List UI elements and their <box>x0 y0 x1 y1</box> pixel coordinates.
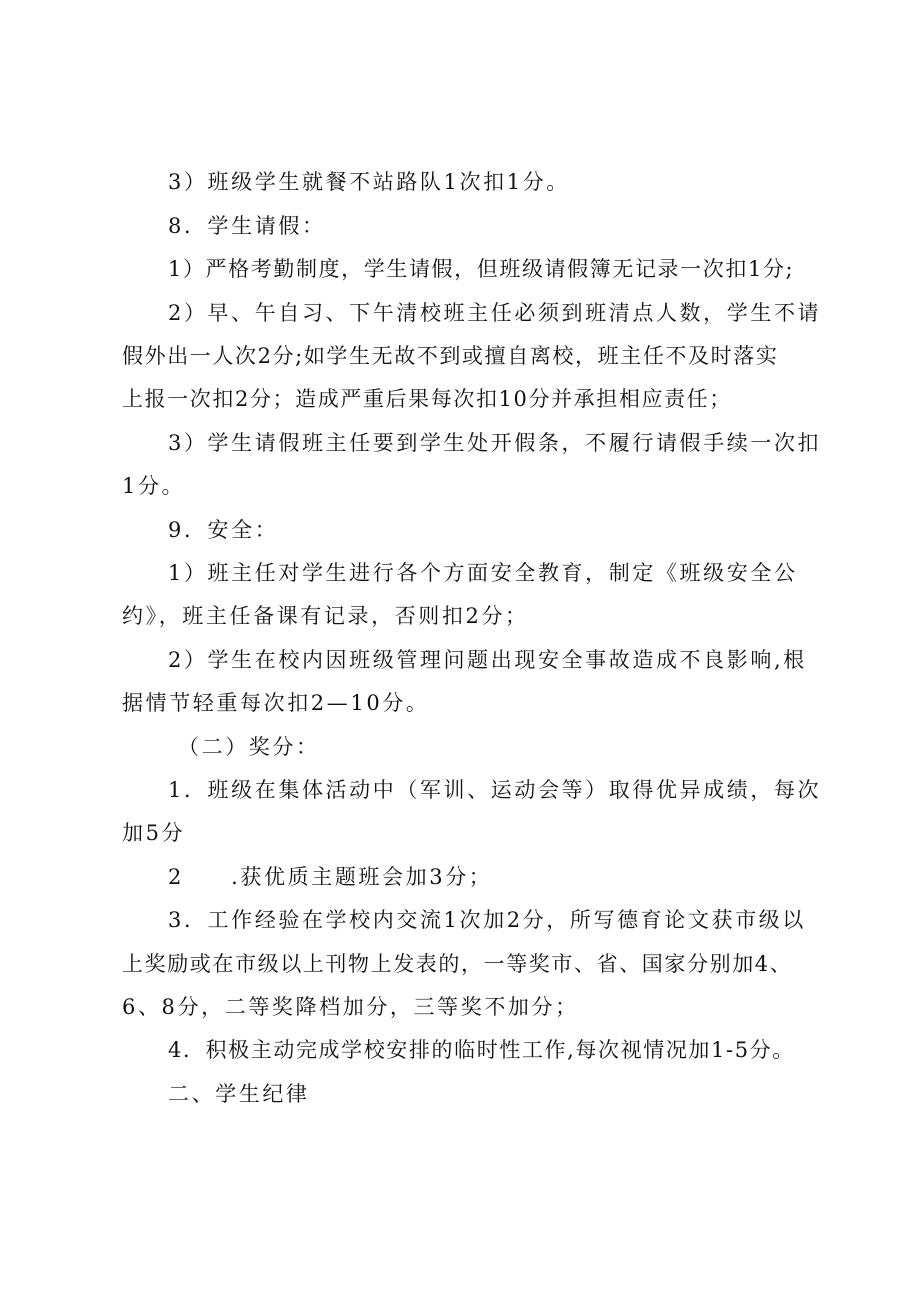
text-line: 假外出一人次2分;如学生无故不到或擅自离校，班主任不及时落实 <box>122 344 779 368</box>
text-line: 约》，班主任备课有记录，否则扣2分； <box>122 604 529 628</box>
text-line: 加5分 <box>122 821 186 845</box>
text-line: 1分。 <box>122 474 186 498</box>
text-line: 6、8分，二等奖降档加分，三等奖不加分； <box>122 995 579 1019</box>
text-line: 2）早、午自习、下午清校班主任必须到班清点人数，学生不请 <box>168 301 822 325</box>
text-line: 上奖励或在市级以上刊物上发表的，一等奖市、省、国家分别加4、 <box>122 952 793 976</box>
text-line: 2）学生在校内因班级管理问题出现安全事故造成不良影响,根 <box>168 648 807 672</box>
text-line: 1．班级在集体活动中（军训、运动会等）取得优异成绩，每次 <box>168 778 822 802</box>
text-line: 3）班级学生就餐不站路队1次扣1分。 <box>168 170 570 194</box>
text-line: 4．积极主动完成学校安排的临时性工作,每次视情况加1-5分。 <box>168 1038 795 1062</box>
text-line: 上报一次扣2分；造成严重后果每次扣10分并承担相应责任； <box>122 387 732 411</box>
section-heading-leave: 8．学生请假： <box>168 214 326 238</box>
section-heading-safety: 9．安全： <box>168 518 279 542</box>
text-line: 2 .获优质主题班会加3分； <box>168 865 493 889</box>
section-heading-discipline: 二、学生纪律 <box>168 1082 310 1106</box>
text-line: 1）严格考勤制度，学生请假，但班级请假簿无记录一次扣1分; <box>168 257 795 281</box>
section-heading-bonus: （二）奖分： <box>178 735 320 759</box>
text-line: 3）学生请假班主任要到学生处开假条，不履行请假手续一次扣 <box>168 431 822 455</box>
text-line: 据情节轻重每次扣2—10分。 <box>122 691 430 715</box>
text-line: 1）班主任对学生进行各个方面安全教育，制定《班级安全公 <box>168 561 798 585</box>
text-line: 3．工作经验在学校内交流1次加2分，所写德育论文获市级以 <box>168 908 806 932</box>
